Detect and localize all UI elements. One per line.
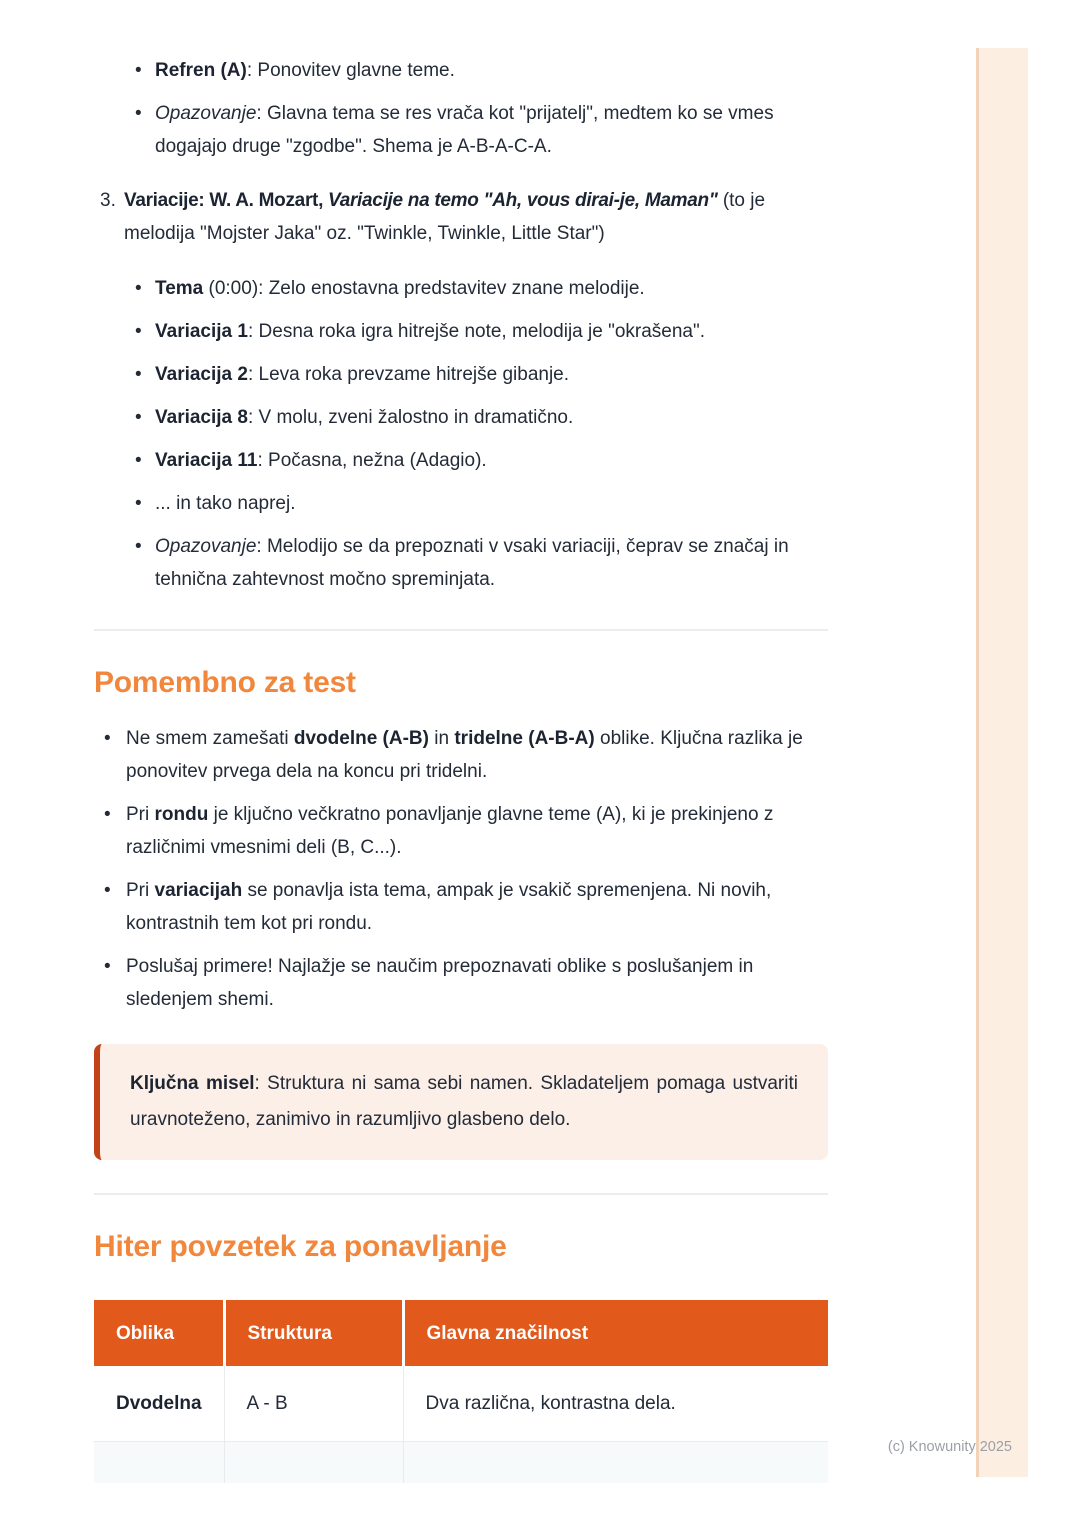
list-item-variacija-2: • Variacija 2: Leva roka prevzame hitrejše gibanje.: [94, 358, 828, 391]
item-title-bold: Variacije: W. A. Mozart,: [124, 190, 329, 211]
list-item-opazovanje: [94, 97, 828, 163]
list-item-text: : Glavna tema se res vrača kot "prijatelj", medtem ko se vmes dogajajo druge "zgodbe". Shema je A-B-A-C-A.: [155, 103, 774, 157]
numbered-item-body: [124, 184, 828, 250]
list-item-etc: • ... in tako naprej.: [94, 487, 828, 520]
list-item-refren: [94, 54, 828, 87]
copyright-footer: (c) Knowunity 2025: [887, 1439, 1012, 1455]
table-row-dvodelna: [94, 1366, 828, 1442]
table-header-struktura: Struktura: [224, 1300, 403, 1366]
table-cell-znacilnost: Dva različna, kontrastna dela.: [403, 1366, 828, 1442]
list-number: 3.: [100, 190, 116, 211]
section-heading-povzetek: Hiter povzetek za ponavljanje: [94, 1230, 507, 1263]
key-idea-callout: [94, 1044, 828, 1160]
item-title-bold-italic: Variacije na temo "Ah, vous dirai-je, Maman": [328, 190, 718, 211]
list-item-text: : Ponovitev glavne teme.: [246, 60, 455, 81]
document-content: [94, 0, 828, 1483]
list-item-variacije: • Pri variacijah se ponavlja ista tema, ampak je vsakič spremenjena. Ni novih, kontrastnih tem kot pri rondu.: [94, 874, 828, 940]
pomembno-list: [94, 722, 828, 1016]
list-item-bold-prefix: Refren (A): [155, 60, 247, 81]
list-item-variacija-1: • Variacija 1: Desna roka igra hitrejše note, melodija je "okrašena".: [94, 315, 828, 348]
mozart-sublist: [94, 272, 828, 596]
section-divider: [94, 629, 828, 631]
section-heading-pomembno: Pomembno za test: [94, 666, 356, 699]
list-item-rondo: • Pri rondu je ključno večkratno ponavljanje glavne teme (A), ki je prekinjeno z različnimi vmesnimi deli (B, C...).: [94, 798, 828, 864]
table-row-partial: [94, 1442, 828, 1484]
list-item-variacija-11: • Variacija 11: Počasna, nežna (Adagio).: [94, 444, 828, 477]
list-item-variacija-8: • Variacija 8: V molu, zveni žalostno in dramatično.: [94, 401, 828, 434]
table-header-oblika: Oblika: [94, 1300, 224, 1366]
callout-text: Ključna misel: Struktura ni sama sebi namen. Skladateljem pomaga ustvariti uravnoteženo, zanimivo in razumljivo glasbeno delo.: [130, 1073, 798, 1130]
item-subtitle: (to je melodija "Mojster Jaka" oz. "Twinkle, Twinkle, Little Star"): [124, 190, 766, 244]
table-header-row: [94, 1300, 828, 1366]
list-item-italic-prefix: Opazovanje: [155, 103, 257, 124]
list-item-tema: • Tema (0:00): Zelo enostavna predstavitev znane melodije.: [94, 272, 828, 305]
rondo-sublist: [94, 54, 828, 163]
table-cell-struktura: A - B: [224, 1366, 403, 1442]
callout-label: Ključna misel: [130, 1073, 255, 1094]
page-edge-stripe: [976, 48, 1028, 1477]
summary-table: [94, 1300, 828, 1483]
section-divider: [94, 1193, 828, 1195]
table-cell-oblika: Dvodelna: [94, 1366, 224, 1442]
numbered-item-3: [94, 184, 828, 250]
list-item-opazovanje-2: • Opazovanje: Melodijo se da prepoznati v vsaki variaciji, čeprav se značaj in tehnična zahtevnost močno spreminjata.: [94, 530, 828, 596]
list-item-dvodelne-tridelne: • Ne smem zamešati dvodelne (A-B) in tridelne (A-B-A) oblike. Ključna razlika je ponovitev prvega dela na koncu pri tridelni.: [94, 722, 828, 788]
list-item-poslusaj: • Poslušaj primere! Najlažje se naučim prepoznavati oblike s poslušanjem in sledenjem shemi.: [94, 950, 828, 1016]
table-header-znacilnost: Glavna značilnost: [403, 1300, 828, 1366]
